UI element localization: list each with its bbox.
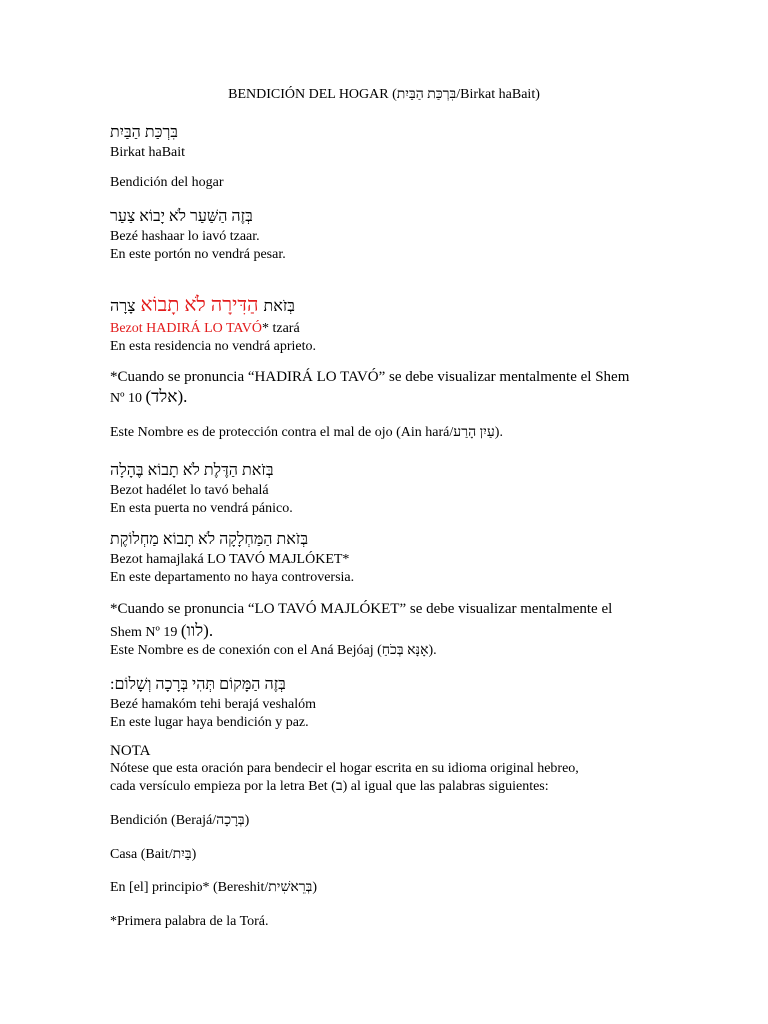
verse-2-spanish: En esta residencia no vendrá aprieto.	[110, 339, 317, 354]
page-title: BENDICIÓN DEL HOGAR (בִּרְכַּת הַבַּיִת/Birkat haBait)	[228, 87, 540, 102]
verse-1	[110, 206, 670, 264]
note-1-protection-block	[110, 424, 670, 442]
note-1	[110, 368, 670, 408]
verse-5-hebrew: בְּזֶה הַמָּקוֹם תְּהִי בְּרָכָה וְשָׁלוֹם:	[110, 676, 286, 693]
note-2	[110, 600, 670, 660]
verse-3-spanish: En esta puerta no vendrá pánico.	[110, 501, 293, 516]
verse-5	[110, 674, 670, 732]
verse-2-hebrew-end: צָרָה	[110, 298, 136, 315]
word-principio-block	[110, 879, 670, 897]
verse-1-spanish: En este portón no vendrá pesar.	[110, 247, 286, 262]
nota-section	[110, 742, 710, 796]
spanish-title-block	[110, 174, 670, 192]
note-2-shem-hebrew: (לוו).	[180, 621, 214, 640]
word-casa-block	[110, 846, 670, 864]
translit-title: Birkat haBait	[110, 145, 186, 160]
note-2-shem	[110, 622, 670, 642]
verse-5-spanish: En este lugar haya bendición y paz.	[110, 715, 309, 730]
word-principio: En [el] principio* (Bereshit/בְּרֵאשִׁית)	[110, 880, 318, 895]
verse-2-translit-rest: * tzará	[261, 321, 300, 336]
verse-4-translit: Bezot hamajlaká LO TAVÓ MAJLÓKET*	[110, 552, 350, 567]
word-casa: Casa (Bait/בַּיִת)	[110, 847, 197, 862]
verse-3-translit: Bezot hadélet lo tavó behalá	[110, 483, 269, 498]
verse-4	[110, 529, 670, 587]
verse-2-translit	[110, 320, 670, 338]
verse-4-spanish: En este departamento no haya controversia.	[110, 570, 355, 585]
verse-2-translit-red: Bezot HADIRÁ LO TAVÓ	[110, 321, 262, 336]
note-2-shem-prefix: Shem Nº 19	[110, 625, 178, 640]
hebrew-title: בִּרְכַּת הַבַּיִת	[110, 124, 179, 141]
note-1-protection: Este Nombre es de protección contra el mal de ojo (Ain hará/עַיִן הָרַע).	[110, 425, 503, 440]
note-1-shem-hebrew: (אלד).	[145, 387, 188, 406]
note-1-text: *Cuando se pronuncia “HADIRÁ LO TAVÓ” se debe visualizar mentalmente el Shem	[110, 369, 630, 385]
verse-1-hebrew: בְּזֶה הַשַּׁעַר לֹא יָבוֹא צַעַר	[110, 208, 253, 225]
spanish-title: Bendición del hogar	[110, 175, 224, 190]
word-bendicion: Bendición (Berajá/בְּרָכָה)	[110, 813, 250, 828]
section-title-block	[110, 122, 670, 162]
nota-line-1: Nótese que esta oración para bendecir el hogar escrita en su idioma original hebreo,	[110, 761, 579, 776]
verse-2-hebrew-red: הַדִּירָה לֹא תָבוֹא	[140, 294, 259, 316]
verse-3-hebrew: בְּזֹאת הַדֶּלֶת לֹא תָבוֹא בֶּהָלָה	[110, 462, 274, 479]
footnote-tora: *Primera palabra de la Torá.	[110, 914, 269, 929]
verse-1-translit: Bezé hashaar lo iavó tzaar.	[110, 229, 260, 244]
verse-2-hebrew	[110, 292, 670, 320]
verse-2	[110, 292, 670, 356]
verse-5-translit: Bezé hamakóm tehi berajá veshalóm	[110, 697, 317, 712]
footnote-block	[110, 913, 670, 931]
note-1-shem-prefix: Nº 10	[110, 391, 142, 406]
nota-line-2: cada versículo empieza por la letra Bet (ב) al igual que las palabras siguientes:	[110, 779, 549, 794]
note-2-line-1: *Cuando se pronuncia “LO TAVÓ MAJLÓKET” se debe visualizar mentalmente el	[110, 601, 613, 617]
note-1-shem	[110, 388, 670, 408]
note-2-conexion: Este Nombre es de conexión con el Aná Bejóaj (אָנָּא בְּכֹחַ).	[110, 643, 437, 658]
nota-heading: NOTA	[110, 743, 151, 759]
verse-3	[110, 460, 670, 518]
verse-2-hebrew-start: בְּזֹאת	[263, 298, 295, 315]
verse-4-hebrew: בְּזֹאת הַמַּחְלָקָה לֹא תָבוֹא מַחְלוֹקֶת	[110, 531, 309, 548]
word-bendicion-block	[110, 812, 670, 830]
